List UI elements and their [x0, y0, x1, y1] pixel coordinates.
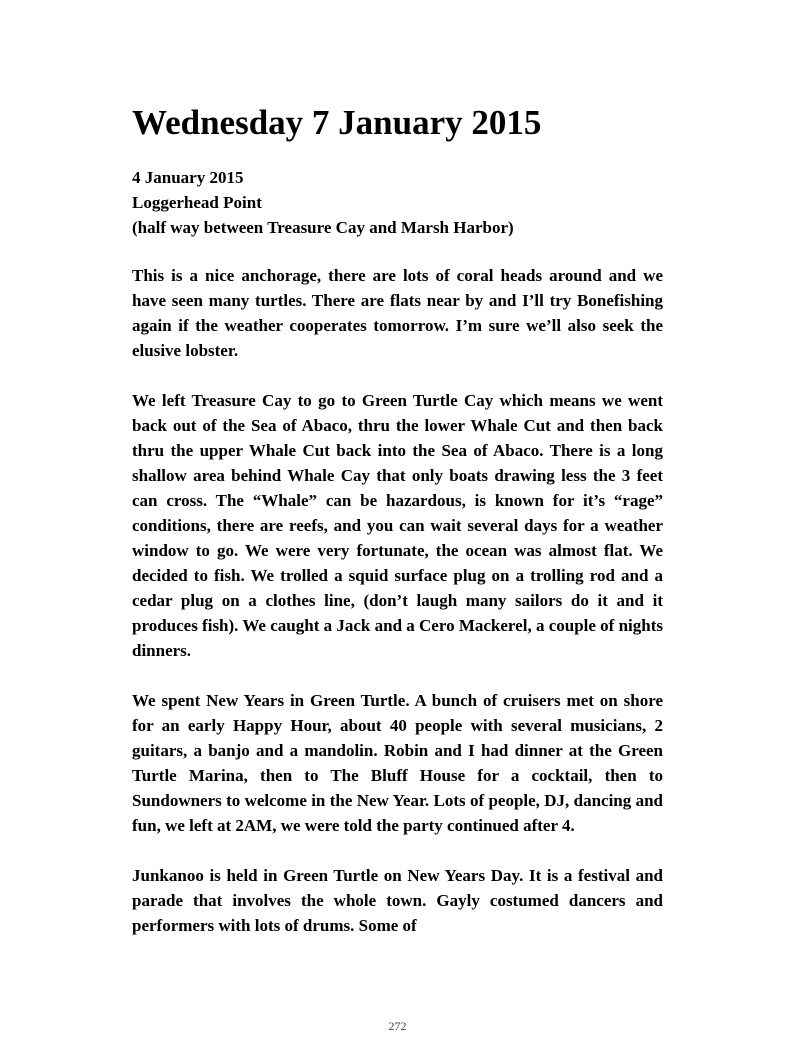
page-number: 272 — [388, 1019, 407, 1033]
entry-date: 4 January 2015 — [132, 168, 244, 187]
entry-body — [132, 263, 663, 963]
page-title: Wednesday 7 January 2015 — [132, 103, 542, 142]
entry-location: Loggerhead Point — [132, 193, 262, 212]
paragraph: Junkanoo is held in Green Turtle on New Years Day. It is a festival and parade that involves the whole town. Gayly costumed dancers and performers with lots of drums. Some of — [132, 866, 663, 935]
paragraph: This is a nice anchorage, there are lots of coral heads around and we have seen many turtles. There are flats near by and I’ll try Bonefishing again if the weather cooperates tomorrow. I’m sure we’ll also seek the elusive lobster. — [132, 266, 663, 360]
entry-header — [132, 165, 514, 240]
entry-location-note: (half way between Treasure Cay and Marsh Harbor) — [132, 218, 514, 237]
paragraph: We left Treasure Cay to go to Green Turtle Cay which means we went back out of the Sea of Abaco, thru the lower Whale Cut and then back thru the upper Whale Cut back into the Sea of Abaco. There is a long shallow area behind Whale Cay that only boats drawing less the 3 feet can cross. The “Whale” can be hazardous, is known for it’s “rage” conditions, there are reefs, and you can wait several days for a weather window to go. We were very fortunate, the ocean was almost flat. We decided to fish. We trolled a squid surface plug on a trolling rod and a cedar plug on a clothes line, (don’t laugh many sailors do it and it produces fish). We caught a Jack and a Cero Mackerel, a couple of nights dinners. — [132, 391, 663, 660]
paragraph: We spent New Years in Green Turtle. A bunch of cruisers met on shore for an early Happy Hour, about 40 people with several musicians, 2 guitars, a banjo and a mandolin. Robin and I had dinner at the Green Turtle Marina, then to The Bluff House for a cocktail, then to Sundowners to welcome in the New Year. Lots of people, DJ, dancing and fun, we left at 2AM, we were told the party continued after 4. — [132, 691, 663, 835]
